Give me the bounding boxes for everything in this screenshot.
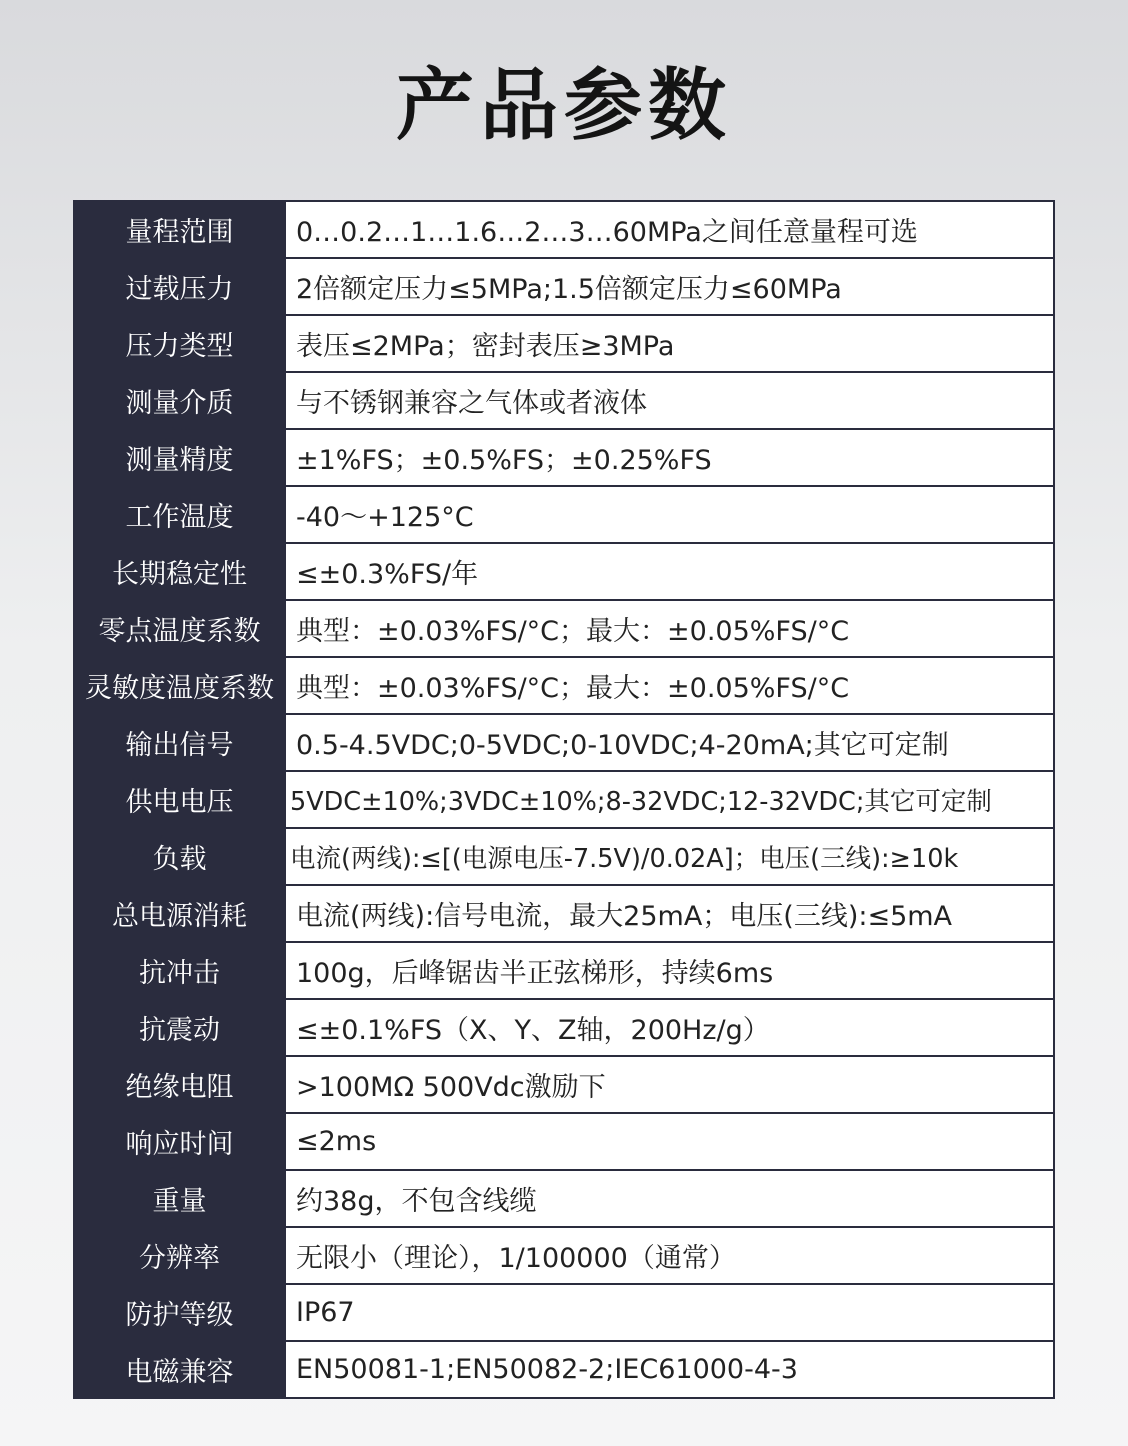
spec-label-load: 负载 [74, 828, 285, 885]
spec-label-stability: 长期稳定性 [74, 543, 285, 600]
spec-label-resolution: 分辨率 [74, 1227, 285, 1284]
table-row [74, 429, 1054, 486]
table-row [74, 372, 1054, 429]
spec-value-pressure-type: 表压≤2MPa；密封表压≥3MPa [285, 315, 1054, 372]
spec-label-power-consumption: 总电源消耗 [74, 885, 285, 942]
spec-value-supply-voltage: 5VDC±10%;3VDC±10%;8-32VDC;12-32VDC;其它可定制 [285, 771, 1054, 828]
table-row [74, 486, 1054, 543]
spec-value-shock: 100g，后峰锯齿半正弦梯形，持续6ms [285, 942, 1054, 999]
table-row [74, 1227, 1054, 1284]
spec-value-output-signal: 0.5-4.5VDC;0-5VDC;0-10VDC;4-20mA;其它可定制 [285, 714, 1054, 771]
spec-value-power-consumption: 电流(两线):信号电流，最大25mA；电压(三线):≤5mA [285, 885, 1054, 942]
table-row [74, 1056, 1054, 1113]
table-row [74, 1341, 1054, 1398]
spec-label-supply-voltage: 供电电压 [74, 771, 285, 828]
table-row [74, 600, 1054, 657]
spec-label-output-signal: 输出信号 [74, 714, 285, 771]
spec-label-shock: 抗冲击 [74, 942, 285, 999]
spec-value-insulation: >100MΩ 500Vdc激励下 [285, 1056, 1054, 1113]
spec-table [73, 200, 1055, 1399]
spec-value-medium: 与不锈钢兼容之气体或者液体 [285, 372, 1054, 429]
spec-value-operating-temp: -40～+125°C [285, 486, 1054, 543]
spec-label-response-time: 响应时间 [74, 1113, 285, 1170]
table-row [74, 543, 1054, 600]
table-row [74, 828, 1054, 885]
spec-value-range: 0…0.2…1…1.6…2…3…60MPa之间任意量程可选 [285, 201, 1054, 258]
spec-label-weight: 重量 [74, 1170, 285, 1227]
spec-label-overload: 过载压力 [74, 258, 285, 315]
spec-label-accuracy: 测量精度 [74, 429, 285, 486]
spec-label-vibration: 抗震动 [74, 999, 285, 1056]
spec-label-zero-temp-coef: 零点温度系数 [74, 600, 285, 657]
spec-value-weight: 约38g，不包含线缆 [285, 1170, 1054, 1227]
spec-value-sensitivity-temp-coef: 典型：±0.03%FS/°C；最大：±0.05%FS/°C [285, 657, 1054, 714]
spec-value-accuracy: ±1%FS；±0.5%FS；±0.25%FS [285, 429, 1054, 486]
spec-value-protection: IP67 [285, 1284, 1054, 1341]
spec-value-overload: 2倍额定压力≤5MPa;1.5倍额定压力≤60MPa [285, 258, 1054, 315]
table-row [74, 1170, 1054, 1227]
spec-label-sensitivity-temp-coef: 灵敏度温度系数 [74, 657, 285, 714]
spec-label-emc: 电磁兼容 [74, 1341, 285, 1398]
spec-value-resolution: 无限小（理论），1/100000（通常） [285, 1227, 1054, 1284]
spec-label-insulation: 绝缘电阻 [74, 1056, 285, 1113]
spec-label-range: 量程范围 [74, 201, 285, 258]
spec-label-operating-temp: 工作温度 [74, 486, 285, 543]
spec-value-response-time: ≤2ms [285, 1113, 1054, 1170]
spec-label-protection: 防护等级 [74, 1284, 285, 1341]
table-row [74, 771, 1054, 828]
spec-value-emc: EN50081-1;EN50082-2;IEC61000-4-3 [285, 1341, 1054, 1398]
spec-value-load: 电流(两线):≤[(电源电压-7.5V)/0.02A]；电压(三线):≥10k [285, 828, 1054, 885]
table-row [74, 1113, 1054, 1170]
spec-value-vibration: ≤±0.1%FS（X、Y、Z轴，200Hz/g） [285, 999, 1054, 1056]
table-row [74, 315, 1054, 372]
table-row [74, 999, 1054, 1056]
table-row [74, 942, 1054, 999]
spec-value-stability: ≤±0.3%FS/年 [285, 543, 1054, 600]
table-row [74, 1284, 1054, 1341]
table-row [74, 714, 1054, 771]
table-row [74, 885, 1054, 942]
table-row [74, 657, 1054, 714]
table-row [74, 258, 1054, 315]
table-row [74, 201, 1054, 258]
page-title: 产品参数 [395, 61, 732, 151]
spec-label-pressure-type: 压力类型 [74, 315, 285, 372]
spec-value-zero-temp-coef: 典型：±0.03%FS/°C；最大：±0.05%FS/°C [285, 600, 1054, 657]
spec-label-medium: 测量介质 [74, 372, 285, 429]
